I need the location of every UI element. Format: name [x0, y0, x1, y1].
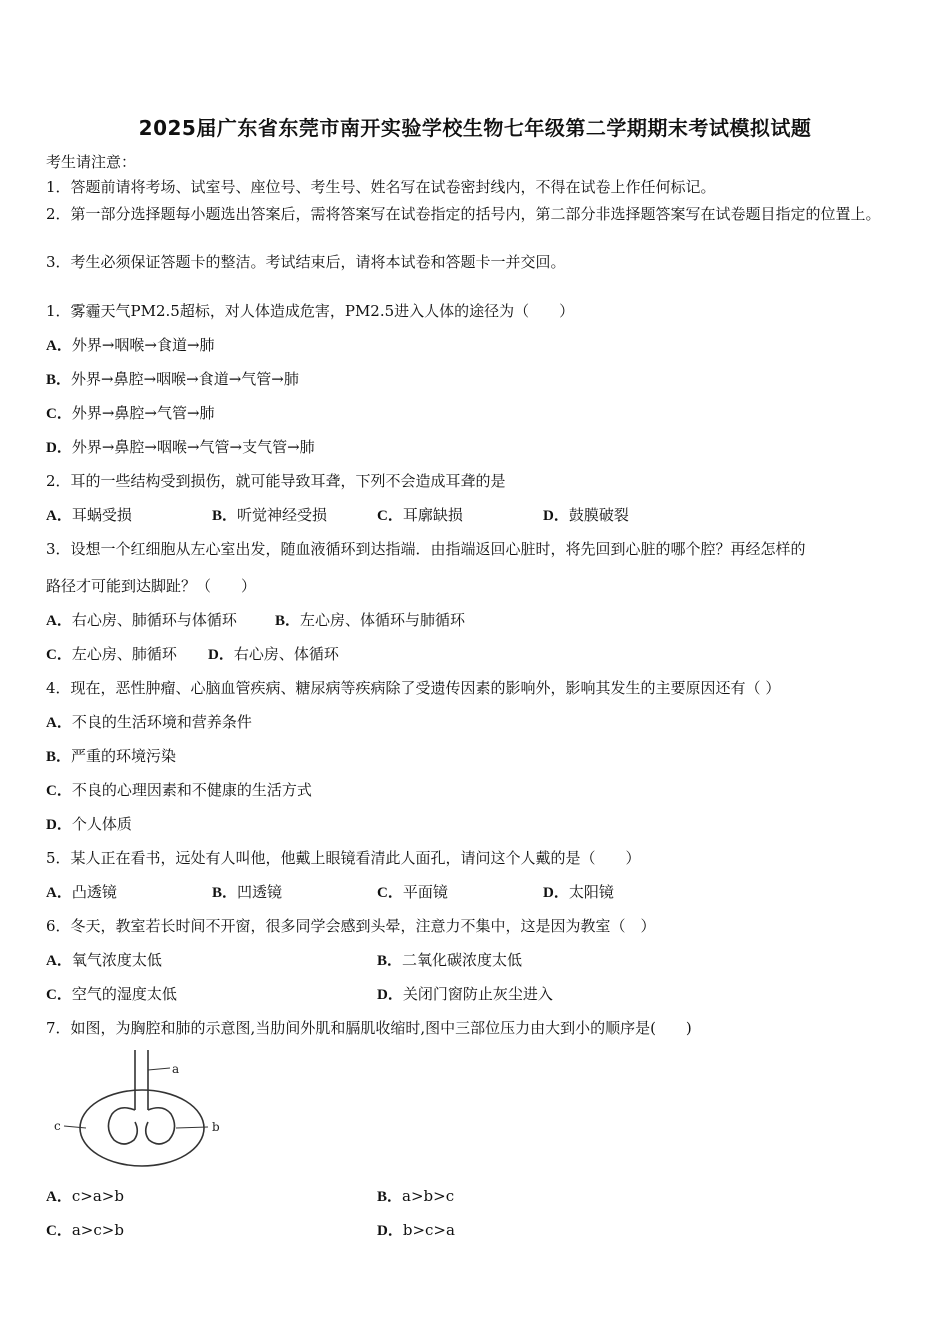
q4-option-c[interactable] — [46, 780, 312, 801]
option-text: 关闭门窗防止灰尘进入 — [402, 985, 553, 1003]
q3-option-d[interactable] — [208, 644, 339, 665]
option-label: D． — [46, 440, 72, 456]
q7-option-c[interactable] — [46, 1220, 124, 1241]
option-text: 外界→鼻腔→气管→肺 — [71, 404, 215, 422]
q3-option-c[interactable] — [46, 644, 177, 665]
option-text: 左心房、肺循环 — [71, 645, 177, 663]
option-text: a>b>c — [402, 1187, 455, 1205]
q3-option-b[interactable] — [275, 610, 465, 631]
option-text: 太阳镜 — [568, 883, 614, 901]
option-label: A． — [46, 715, 72, 731]
option-label: C． — [46, 783, 72, 799]
option-text: 严重的环境污染 — [71, 747, 177, 765]
q6-option-b[interactable] — [377, 950, 522, 971]
option-label: D． — [377, 987, 403, 1003]
question-7-stem: 7．如图，为胸腔和肺的示意图,当肋间外肌和膈肌收缩时,图中三部位压力由大到小的顺序是( ) — [46, 1019, 692, 1037]
option-text: 耳廓缺损 — [402, 506, 463, 524]
q5-option-d[interactable] — [543, 882, 614, 903]
question-5-stem: 5．某人正在看书，远处有人叫他，他戴上眼镜看清此人面孔，请问这个人戴的是（ ） — [46, 849, 641, 867]
option-label: D． — [377, 1223, 403, 1239]
option-label: B． — [46, 749, 72, 765]
page-title: 2025届广东省东莞市南开实验学校生物七年级第二学期期末考试模拟试题 — [138, 116, 812, 140]
q5-option-a[interactable] — [46, 882, 117, 903]
q4-option-b[interactable] — [46, 746, 176, 767]
option-label: A． — [46, 338, 72, 354]
left-lung — [108, 1108, 137, 1144]
option-label: C． — [46, 987, 72, 1003]
option-text: c>a>b — [71, 1187, 124, 1205]
option-label: B． — [46, 372, 72, 388]
option-label: D． — [543, 885, 569, 901]
option-label: D． — [46, 817, 72, 833]
q6-option-d[interactable] — [377, 984, 553, 1005]
right-lung — [146, 1108, 175, 1144]
option-text: 外界→咽喉→食道→肺 — [71, 336, 215, 354]
option-label: C． — [46, 647, 72, 663]
label-c: c — [54, 1119, 61, 1133]
q2-option-b[interactable] — [212, 505, 327, 526]
q1-option-d[interactable] — [46, 437, 315, 458]
option-text: 耳蜗受损 — [71, 506, 132, 524]
question-6-stem: 6．冬天，教室若长时间不开窗，很多同学会感到头晕，注意力不集中，这是因为教室（ ） — [46, 917, 656, 935]
question-1-stem: 1．雾霾天气PM2.5超标，对人体造成危害，PM2.5进入人体的途径为（ ） — [46, 302, 575, 320]
label-b: b — [212, 1120, 220, 1134]
option-text: 平面镜 — [402, 883, 448, 901]
option-text: 凹透镜 — [237, 883, 283, 901]
option-label: C． — [46, 1223, 72, 1239]
notice-item-1: 1．答题前请将考场、试室号、座位号、考生号、姓名写在试卷密封线内，不得在试卷上作任何标记。 — [46, 178, 716, 196]
option-text: 个人体质 — [71, 815, 132, 833]
q1-option-a[interactable] — [46, 335, 215, 356]
q7-option-a[interactable] — [46, 1186, 124, 1207]
option-label: A． — [46, 953, 72, 969]
option-label: A． — [46, 508, 72, 524]
option-text: 右心房、体循环 — [233, 645, 339, 663]
q4-option-d[interactable] — [46, 814, 132, 835]
option-text: 外界→鼻腔→咽喉→食道→气管→肺 — [71, 370, 299, 388]
q2-option-a[interactable] — [46, 505, 132, 526]
option-label: A． — [46, 613, 72, 629]
q4-option-a[interactable] — [46, 712, 252, 733]
option-label: A． — [46, 1189, 72, 1205]
option-text: 凸透镜 — [71, 883, 117, 901]
option-label: C． — [46, 406, 72, 422]
q1-option-b[interactable] — [46, 369, 299, 390]
option-text: 空气的湿度太低 — [71, 985, 177, 1003]
option-label: B． — [377, 1189, 403, 1205]
label-a: a — [172, 1062, 180, 1076]
option-label: B． — [377, 953, 403, 969]
option-text: 不良的生活环境和营养条件 — [71, 713, 252, 731]
q5-option-c[interactable] — [377, 882, 448, 903]
option-label: B． — [275, 613, 301, 629]
q1-option-c[interactable] — [46, 403, 215, 424]
option-label: C． — [377, 885, 403, 901]
q6-option-a[interactable] — [46, 950, 162, 971]
question-3-stem-line-1: 3．设想一个红细胞从左心室出发，随血液循环到达指端．由指端返回心脏时，将先回到心脏的哪个腔？再经怎样的 — [46, 540, 806, 558]
q6-option-c[interactable] — [46, 984, 177, 1005]
question-2-stem: 2．耳的一些结构受到损伤，就可能导致耳聋，下列不会造成耳聋的是 — [46, 472, 506, 490]
thorax-lung-diagram — [50, 1048, 230, 1173]
question-4-stem: 4．现在，恶性肿瘤、心脑血管疾病、糖尿病等疾病除了受遗传因素的影响外，影响其发生的主要原因还有（ ） — [46, 679, 781, 697]
option-label: D． — [208, 647, 234, 663]
option-text: 不良的心理因素和不健康的生活方式 — [71, 781, 312, 799]
option-text: 氧气浓度太低 — [71, 951, 162, 969]
leader-a — [148, 1068, 170, 1070]
notice-item-3: 3．考生必须保证答题卡的整洁。考试结束后，请将本试卷和答题卡一并交回。 — [46, 253, 566, 271]
option-label: C． — [377, 508, 403, 524]
leader-c — [64, 1126, 86, 1128]
option-text: a>c>b — [71, 1221, 124, 1239]
notice-item-2: 2．第一部分选择题每小题选出答案后，需将答案写在试卷指定的括号内，第二部分非选择题答案写在试卷题目指定的位置上。 — [46, 205, 881, 223]
q5-option-b[interactable] — [212, 882, 282, 903]
option-text: 鼓膜破裂 — [568, 506, 629, 524]
option-text: 听觉神经受损 — [237, 506, 328, 524]
trachea — [135, 1050, 148, 1110]
q7-option-b[interactable] — [377, 1186, 454, 1207]
question-3-stem-line-2: 路径才可能到达脚趾？（ ） — [46, 577, 257, 595]
option-text: 二氧化碳浓度太低 — [402, 951, 523, 969]
option-label: A． — [46, 885, 72, 901]
q3-option-a[interactable] — [46, 610, 237, 631]
option-label: D． — [543, 508, 569, 524]
option-text: 外界→鼻腔→咽喉→气管→支气管→肺 — [71, 438, 315, 456]
option-label: B． — [212, 508, 238, 524]
q7-option-d[interactable] — [377, 1220, 455, 1241]
option-text: 右心房、肺循环与体循环 — [71, 611, 237, 629]
q2-option-c[interactable] — [377, 505, 463, 526]
notice-heading: 考生请注意： — [46, 153, 137, 171]
option-label: B． — [212, 885, 238, 901]
option-text: b>c>a — [402, 1221, 455, 1239]
q2-option-d[interactable] — [543, 505, 629, 526]
option-text: 左心房、体循环与肺循环 — [300, 611, 466, 629]
